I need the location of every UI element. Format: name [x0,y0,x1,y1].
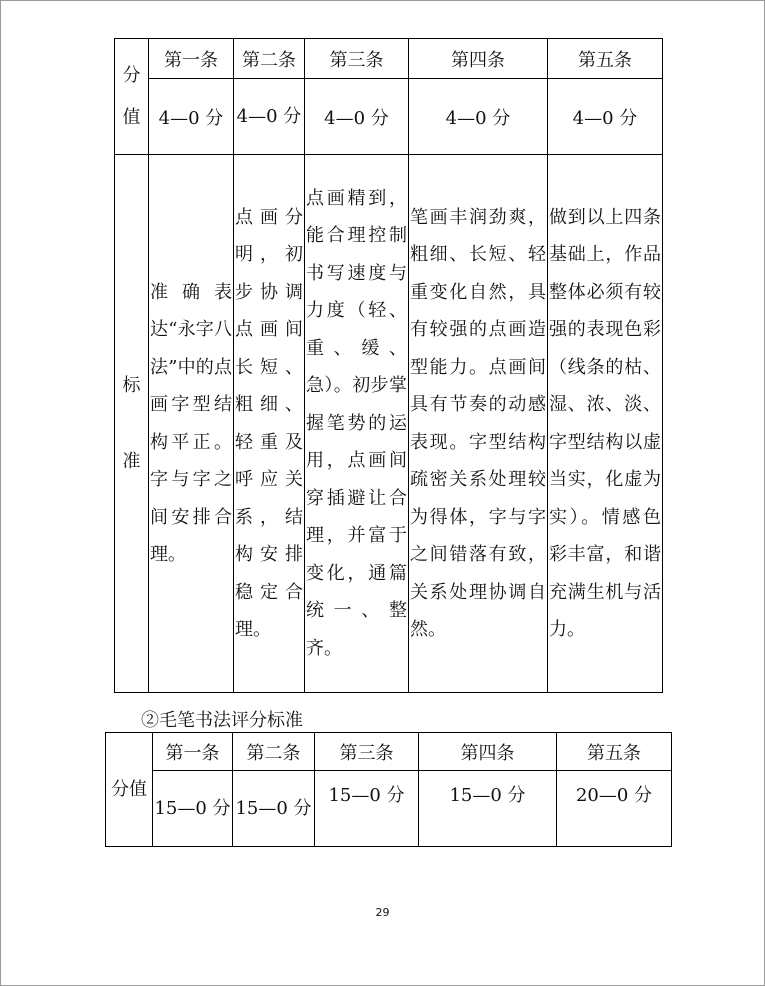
rule-header-2: 第二条 [234,39,305,79]
standard-4: 笔画丰润劲爽，粗细、长短、轻重变化自然，具有较强的点画造型能力。点画间具有节奏的动感表现。字型结构疏密关系处理较为得体，字与字之间错落有致，关系处理协调自然。 [409,155,548,693]
standard-label: 标准 [122,374,141,472]
score-1: 15—0 分 [153,771,233,847]
rule-header-5: 第五条 [548,39,663,79]
rule-header-4: 第四条 [409,39,548,79]
standard-2: 点画分明，初步协调点画间长短、粗细、轻重及呼应关系，结构安排稳定合理。 [234,155,305,693]
score-5: 4—0 分 [548,79,663,155]
score-3: 4—0 分 [305,79,409,155]
score-5: 20—0 分 [557,771,672,847]
standard-label-cell [115,155,149,693]
rule-header-3: 第三条 [315,733,419,771]
hard-pen-scoring-table [114,38,663,693]
rule-header-3: 第三条 [305,39,409,79]
brush-scoring-table [105,732,672,847]
rule-header-5: 第五条 [557,733,672,771]
page-number: 29 [375,906,390,919]
standard-3: 点画精到，能合理控制书写速度与力度（轻、重、缓、急）。初步掌握笔势的运用，点画间穿插避让合理，并富于变化，通篇统一、整齐。 [305,155,409,693]
score-label: 分值 [122,64,141,128]
rule-header-2: 第二条 [233,733,315,771]
score-1: 4—0 分 [149,79,234,155]
score-2: 4—0 分 [234,79,305,155]
score-label-2: 分值 [111,778,147,800]
score-3: 15—0 分 [315,771,419,847]
rule-header-4: 第四条 [419,733,557,771]
standard-1: 准确表达“永字八法”中的点画字型结构平正。字与字之间安排合理。 [149,155,234,693]
standard-5: 做到以上四条基础上，作品整体必须有较强的表现色彩（线条的枯、湿、浓、淡、字型结构以虚当实，化虚为实）。情感色彩丰富，和谐充满生机与活力。 [548,155,663,693]
brush-scoring-caption: ②毛笔书法评分标准 [141,710,303,731]
score-label-cell [115,39,149,155]
score-4: 15—0 分 [419,771,557,847]
rule-header-1: 第一条 [149,39,234,79]
rule-header-1: 第一条 [153,733,233,771]
score-4: 4—0 分 [409,79,548,155]
score-label-cell-2 [106,733,153,847]
score-2: 15—0 分 [233,771,315,847]
